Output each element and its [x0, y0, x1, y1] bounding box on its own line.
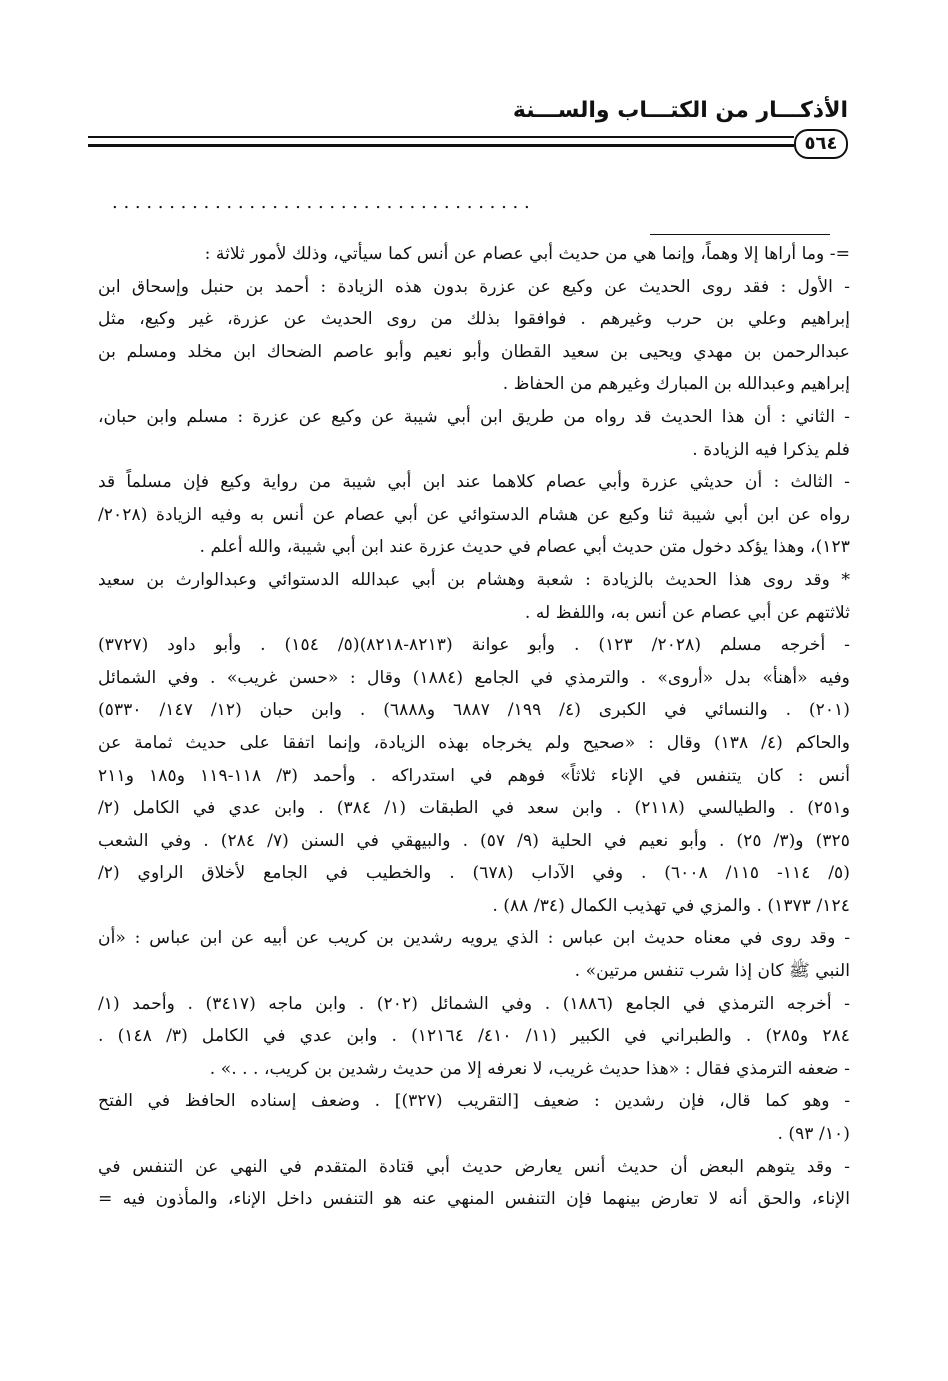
text-line: ١٢٣)، وهذا يؤكد دخول متن حديث أبي عصام في حديث عزرة عند ابن أبي شيبة، والله أعلم . — [199, 537, 850, 558]
text-line: - الأول : فقد روى الحديث عن وكيع عن عزرة بدون هذه الزيادة : أحمد بن حنبل وإسحاق ابن — [98, 276, 850, 297]
text-line: (١٠/ ٩٣) . — [777, 1124, 850, 1145]
text-line: (٢٠١) . والنسائي في الكبرى (٤/ ١٩٩/ ٦٨٨٧ و٦٨٨٨) . وابن حبان (١٢/ ١٤٧/ ٥٣٣٠) — [98, 700, 850, 721]
text-line: النبي ﷺ كان إذا شرب تنفس مرتين» . — [574, 961, 850, 982]
text-line: ثلاثتهم عن أبي عصام عن أنس به، واللفظ له . — [524, 602, 850, 623]
text-line: الإناء، والحق أنه لا تعارض بينهما فإن التنفس المنهي عنه هو التنفس داخل الإناء، والمأذون فيه = — [98, 1189, 850, 1210]
page-number: ٥٦٤ — [794, 129, 848, 159]
footnote-separator-line — [650, 234, 830, 235]
text-line: - الثالث : أن حديثي عزرة وأبي عصام كلاهما عند ابن أبي شيبة من رواية وكيع فإن مسلماً قد — [98, 472, 850, 493]
text-line: عبدالرحمن بن مهدي ويحيى بن سعيد القطان وأبو نعيم وأبو عاصم الضحاك ابن مخلد ومسلم بن — [98, 341, 850, 362]
text-line: - وقد روى في معناه حديث ابن عباس : الذي يرويه رشدين بن كريب عن أبيه عن ابن عباس : «أن — [98, 928, 850, 949]
text-line: - وهو كما قال، فإن رشدين : ضعيف [التقريب (٣٢٧)] . وضعف إسناده الحافظ في الفتح — [98, 1091, 850, 1112]
text-line: - وقد يتوهم البعض أن حديث أنس يعارض حديث أبي قتادة المتقدم في النهي عن التنفس في — [98, 1156, 850, 1177]
text-line: - أخرجه مسلم (٢٠٢٨/ ١٢٣) . وأبو عوانة (٨٢١٣-٨٢١٨)(٥/ ١٥٤) . وأبو داود (٣٧٢٧) — [98, 635, 850, 656]
text-line: - ضعفه الترمذي فقال : «هذا حديث غريب، لا نعرفه إلا من حديث رشدين بن كريب، . . .» . — [209, 1058, 850, 1079]
text-line: =- وما أراها إلا وهماً، وإنما هي من حديث أبي عصام عن أنس كما سيأتي، وذلك لأمور ثلاثة : — [204, 244, 850, 264]
text-line: و٢٥١) . والطيالسي (٢١١٨) . وابن سعد في الطبقات (١/ ٣٨٤) . وابن عدي في الكامل (٢/ — [98, 798, 850, 819]
text-line: أنس : كان يتنفس في الإناء ثلاثاً» فوهم في استدراكه . وأحمد (٣/ ١١٨-١١٩ و١٨٥ و٢١١ — [98, 765, 850, 786]
header-rule-thin — [88, 136, 794, 138]
text-line: والحاكم (٤/ ١٣٨) وقال : «صحيح ولم يخرجاه بهذه الزيادة، وإنما اتفقا على حديث ثمامة عن — [98, 732, 850, 753]
text-line: (٥/ ١١٤- ١١٥/ ٦٠٠٨) . وفي الآداب (٦٧٨) . والخطيب في الجامع لأخلاق الراوي (٢/ — [98, 863, 850, 884]
text-line: - الثاني : أن هذا الحديث قد رواه من طريق ابن أبي شيبة عن وكيع عن عزرة : مسلم وابن حبان، — [98, 406, 850, 427]
footnote-body — [98, 238, 850, 1216]
text-line: * وقد روى هذا الحديث بالزيادة : شعبة وهشام بن أبي عبدالله الدستوائي وعبدالوارث بن سعيد — [98, 569, 850, 590]
header-rule-thick — [88, 144, 794, 147]
text-line: ١٢٤/ ١٣٧٣) . والمزي في تهذيب الكمال (٣٤/ ٨٨) . — [492, 895, 850, 916]
text-line: إبراهيم وعلي بن حرب وغيرهم . فوافقوا بذلك من روى الحديث عن عزرة، غير وكيع، مثل — [98, 309, 850, 330]
text-line: ٢٨٤ و٢٨٥) . والطبراني في الكبير (١١/ ٤١٠/ ١٢١٦٤) . وابن عدي في الكامل (٣/ ١٤٨) . — [98, 1026, 850, 1047]
running-header-title: الأذكـــار من الكتـــاب والســـنة — [512, 98, 848, 123]
text-line: وفيه «أهنأ» بدل «أروى» . والترمذي في الجامع (١٨٨٤) وقال : «حسن غريب» . وفي الشمائل — [98, 667, 850, 688]
text-line: فلم يذكرا فيه الزيادة . — [692, 439, 850, 460]
text-line: إبراهيم وعبدالله بن المبارك وغيرهم من الحفاظ . — [502, 374, 850, 395]
separator-dots: . . . . . . . . . . . . . . . . . . . . . . . . . . . . . . . . . . . . . — [112, 192, 530, 213]
text-line: ٣٢٥) و(٣/ ٢٥) . وأبو نعيم في الحلية (٩/ ٥٧) . والبيهقي في السنن (٧/ ٢٨٤) . وفي الشعب — [98, 830, 850, 851]
text-line: - أخرجه الترمذي في الجامع (١٨٨٦) . وفي الشمائل (٢٠٢) . وابن ماجه (٣٤١٧) . وأحمد (١/ — [98, 993, 850, 1014]
text-line: رواه عن ابن أبي شيبة ثنا وكيع عن هشام الدستوائي عن أبي عصام عن أنس به وفيه الزيادة (٢٠٢٨/ — [98, 504, 850, 525]
